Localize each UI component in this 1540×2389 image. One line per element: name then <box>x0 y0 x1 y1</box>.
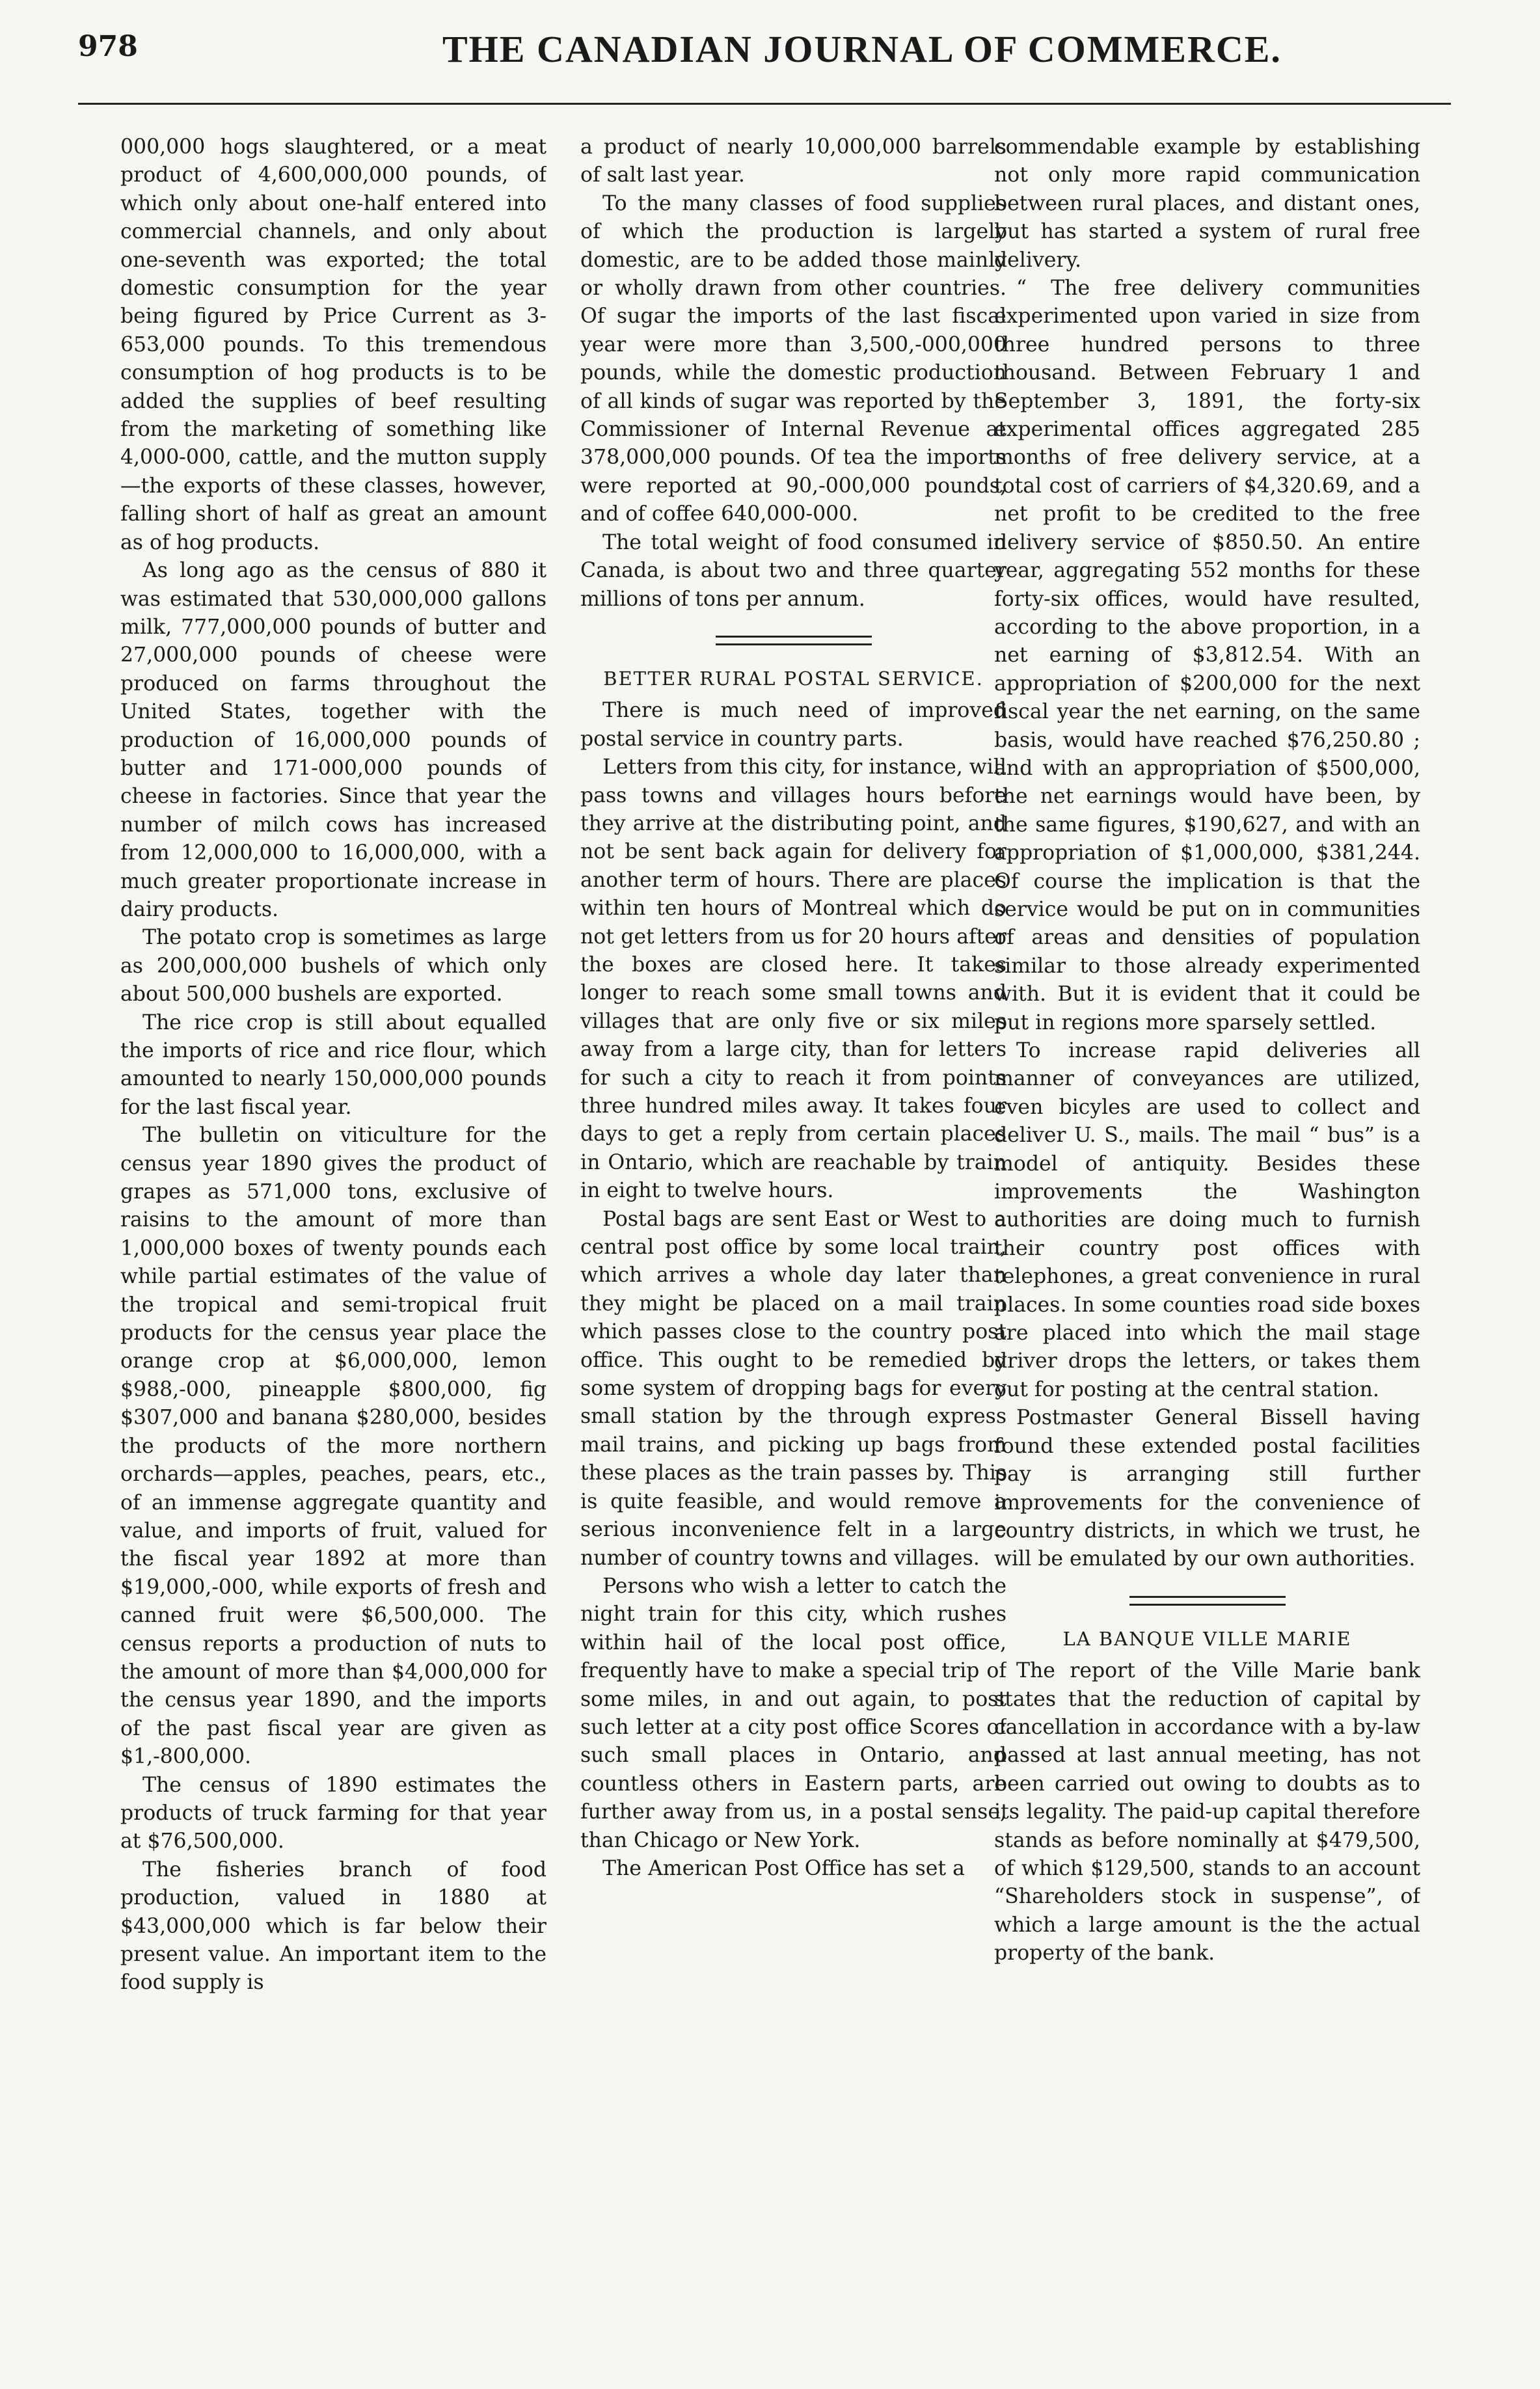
paragraph: The report of the Ville Marie bank states that the reduction of capital by cancellation in accordance with a by-law passed at last annual meeting, has not been carried out owing to doubts as to its legality. The paid-up capital therefore stands as before nominally at $479,500, of which $129,500, stands to an account “Shareholders stock in suspense”, of which a large amount is the the actual property of the bank. <box>994 1659 1420 1965</box>
paragraph: 000,000 hogs slaughtered, or a meat product of 4,600,000,000 pounds, of which only about one-half entered into commercial channels, and only about one-seventh was exported; the total domestic consumption for the year being figured by Price Current as 3-653,000 pounds. To this tremendous consumption of hog products is to be added the supplies of beef resulting from the marketing of something like 4,000-000, cattle, and the mutton supply—the exports of these classes, however, falling short of half as great an amount as of hog products. <box>120 135 547 554</box>
paragraph: The total weight of food consumed in Canada, is about two and three quarter millions of tons per annum. <box>580 530 1006 611</box>
section-divider <box>1129 1596 1286 1606</box>
page-header <box>78 26 1451 98</box>
column-2 <box>580 133 1006 2371</box>
paragraph: a product of nearly 10,000,000 barrels of salt last year. <box>580 135 1006 187</box>
page-number: 978 <box>78 30 138 63</box>
paragraph: To the many classes of food supplies of which the production is largely domestic, are to be added those mainly or wholly drawn from other countries. Of sugar the imports of the last fiscal year were more than 3,500,-000,000 pounds, while the domestic production of all kinds of sugar was reported by the Commissioner of Internal Revenue at 378,000,000 pounds. Of tea the imports were reported at 90,-000,000 pounds, and of coffee 640,000-000. <box>580 191 1006 526</box>
paragraph: To increase rapid deliveries all manner of conveyances are utilized, even bicyles are used to collect and deliver U. S., mails. The mail “ bus” is a model of antiquity. Besides these improvements the Washington authorities are doing much to furnish their country post offices with telephones, a great convenience in rural places. In some counties road side boxes are placed into which the mail stage driver drops the letters, or takes them out for posting at the central station. <box>994 1039 1420 1401</box>
paragraph: There is much need of improved postal service in country parts. <box>580 699 1006 751</box>
paragraph: The potato crop is sometimes as large as 200,000,000 bushels of which only about 500,000 bushels are exported. <box>120 926 547 1006</box>
paragraph: The rice crop is still about equalled the imports of rice and rice flour, which amounted to nearly 150,000,000 pounds for the last fiscal year. <box>120 1010 547 1119</box>
paragraph: commendable example by establishing not only more rapid communication between rural places, and distant ones, but has started a system of rural free delivery. <box>994 135 1420 272</box>
paragraph: Letters from this city, for instance, will pass towns and villages hours before they arrive at the distributing point, and not be sent back again for delivery for another term of hours. There are places within ten hours of Montreal which do not get letters from us for 20 hours after the boxes are closed here. It takes longer to reach some small towns and villages that are only five or six miles away from a large city, than for letters for such a city to reach it from points three hundred miles away. It takes four days to get a reply from certain places in Ontario, which are reachable by train in eight to twelve hours. <box>580 755 1006 1203</box>
paragraph: Postal bags are sent East or West to a central post office by some local train, which arrives a whole day later than they might be placed on a mail train which passes close to the country post office. This ought to be remedied by some system of dropping bags for every small station by the through express mail trains, and picking up bags from these places as the train passes by. This is quite feasible, and would remove a serious inconvenience felt in a large number of country towns and villages. <box>580 1207 1006 1570</box>
column-1 <box>120 133 547 2371</box>
paragraph: The American Post Office has set a <box>602 1856 965 1880</box>
paragraph: Postmaster General Bissell having found these extended postal facilities pay is arranging still further improvements for the convenience of country districts, in which we trust, he will be emulated by our own authorities. <box>994 1406 1420 1571</box>
paragraph: The census of 1890 estimates the products of truck farming for that year at $76,500,000. <box>120 1773 547 1854</box>
column-3 <box>994 133 1420 2371</box>
section-heading: LA BANQUE VILLE MARIE <box>1062 1627 1352 1650</box>
section-heading: BETTER RURAL POSTAL SERVICE. <box>603 667 984 690</box>
paragraph: “ The free delivery communities experimented upon varied in size from three hundred persons to three thousand. Between February 1 and September 3, 1891, the forty-six experimental offices aggregated 285 months of free delivery service, at a total cost of carriers of $4,320.69, and a net profit to be credited to the free delivery service of $850.50. An entire year, aggregating 552 months for these forty-six offices, would have resulted, according to the above proportion, in a net earning of $3,812.54. With an appropriation of $200,000 for the next fiscal year the net earning, on the same basis, would have reached $76,250.80 ; and with an appropriation of $500,000, the net earnings would have been, by the same figures, $190,627, and with an appropriation of $1,000,000, $381,244. Of course the implication is that the service would be put on in communities of areas and densities of population similar to those already experimented with. But it is evident that it could be put in regions more sparsely settled. <box>994 277 1420 1034</box>
paragraph: The fisheries branch of food production, valued in 1880 at $43,000,000 which is far below their present value. An important item to the food supply is <box>120 1857 547 1995</box>
paragraph: As long ago as the census of 880 it was estimated that 530,000,000 gallons milk, 777,000,000 pounds of butter and 27,000,000 pounds of cheese were produced on farms throughout the United States, together with the production of 16,000,000 pounds of butter and 171-000,000 pounds of cheese in factories. Since that year the number of milch cows has increased from 12,000,000 to 16,000,000, with a much greater proportionate increase in dairy products. <box>120 559 547 921</box>
paragraph: Persons who wish a letter to catch the night train for this city, which rushes within hail of the local post office, frequently have to make a special trip of some miles, in and out again, to post such letter at a city post office Scores of such small places in Ontario, and countless others in Eastern parts, are further away from us, in a postal sense, than Chicago or New York. <box>580 1574 1006 1852</box>
journal-title: THE CANADIAN JOURNAL OF COMMERCE. <box>442 28 1282 70</box>
header-rule <box>78 103 1451 105</box>
paragraph: The bulletin on viticulture for the census year 1890 gives the product of grapes as 571,000 tons, exclusive of raisins to the amount of more than 1,000,000 boxes of twenty pounds each while partial estimates of the value of the tropical and semi-tropical fruit products for the census year place the orange crop at $6,000,000, lemon $988,-000, pineapple $800,000, fig $307,000 and banana $280,000, besides the products of the more northern orchards—apples, peaches, pears, etc., of an immense aggregate quantity and value, and imports of fruit, valued for the fiscal year 1892 at more than $19,000,-000, while exports of fresh and canned fruit were $6,500,000. The census reports a production of nuts to the amount of more than $4,000,000 for the census year 1890, and the imports of the past fiscal year are given as $1,-800,000. <box>120 1124 547 1769</box>
section-divider <box>716 636 872 645</box>
